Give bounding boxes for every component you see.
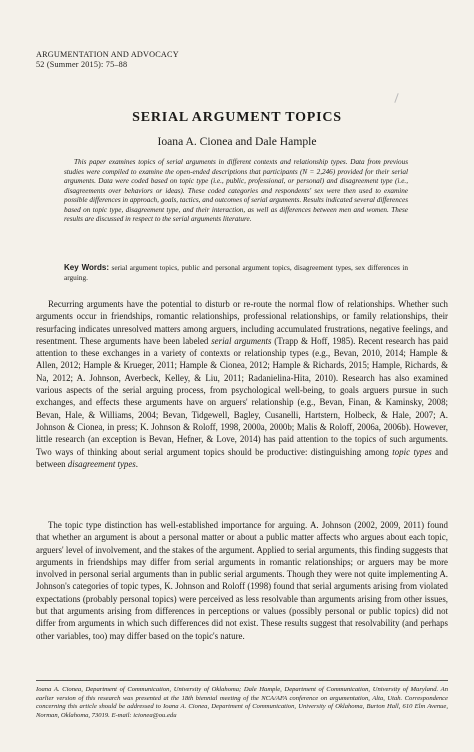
stray-mark: [394, 93, 398, 103]
keywords-text: serial argument topics, public and personal argument topics, disagreement types, sex differences in arguing.: [64, 263, 408, 282]
footnote-rule: [36, 680, 448, 681]
keywords: [64, 263, 408, 282]
p1-text-b: (Trapp & Hoff, 1985). Recent research has paid attention to these exchanges in a variety of contexts or relationship types (e.g., Bevan, 2010, 2014; Hample & Allen, 2012; Hample & Krueger, 2011; Hample & Cionea, 2012; Hample & Richards, 2015; Hample, Richards, & Na, 2012; A. Johnson, Averbeck, Kelley, & Liu, 2011; Radanielina-Hita, 2010). Research has also examined various aspects of the serial arguing process, from psychological well-being, to goals arguers pursue in such exchanges, and effects these arguments have on arguers' relationship (e.g., Bevan, Finan, & Kaminsky, 2008; Bevan, Hale, & Williams, 2004; Bevan, Tidgewell, Bagley, Cusanelli, Hartstern, Holbeck, & Hale, 2007; A. Johnson & Cionea, in press; K. Johnson & Roloff, 1998, 2000a, 2000b; Malis & Roloff, 2006a, 2006b). However, little research (an exception is Bevan, Hefner, & Love, 2014) has paid attention to the topics of such arguments. Two ways of thinking about serial argument topics should be productive: distinguishing among: [36, 335, 449, 457]
p1-text-d: .: [135, 458, 138, 469]
abstract: This paper examines topics of serial arguments in different contexts and relationship types. Data from previous studies were compiled to examine the open-ended descriptions that participants (N = 2,246) provided for their serial arguments. Data were coded based on topic type (i.e., public, professional, or personal) and disagreement type (i.e., disagreements over behaviors or ideas). These coded categories and respondents' sex were then used to examine possible differences in approach, goals, tactics, and outcomes of serial arguments. Results indicated several differences based on topic type, disagreement type, and their interaction, as well as differences between men and women. These results are discussed in respect to the serial arguments literature.: [64, 158, 408, 224]
article-title: SERIAL ARGUMENT TOPICS: [132, 110, 342, 125]
p1-text-a: Recurring arguments have the potential to disturb or re-route the normal flow of relationships. Whether such arguments occur in friendships, romantic relationships, professional relationships, or family relationships, their resurfacing indicates unresolved matters among arguers, including accumulated frustrations, negative feelings, and resentment. These arguments have been labeled: [36, 299, 448, 346]
journal-name: ARGUMENTATION AND ADVOCACY: [36, 50, 179, 59]
p1-term-serial-arguments: serial arguments: [211, 335, 272, 346]
p1-term-topic-types: topic types: [392, 446, 432, 457]
author-footnote: Ioana A. Cionea, Department of Communication, University of Oklahoma; Dale Hample, Department of Communication, University of Maryland. An earlier version of this research was presented at the 18th biennial meeting of the NCA/AFA conference on argumentation, Alta, Utah. Correspondence concerning this article should be addressed to Ioana A. Cionea, Department of Communication, University of Oklahoma, Burton Hall, 610 Elm Avenue, Norman, Oklahoma, 73019. E-mail: icionea@ou.edu: [36, 686, 448, 719]
journal-header: [36, 50, 179, 70]
p1-term-disagreement-types: disagreement types: [67, 458, 136, 469]
body-paragraph-2: The topic type distinction has well-established importance for arguing. A. Johnson (2002, 2009, 2011) found that whether an argument is about a personal matter or about a public matter affects who argues about each topic, arguers' level of involvement, and the stakes of the argument. Applied to serial arguments, this finding suggests that arguments in friendships may differ from serial arguments in romantic relationships; or arguers may be more involved in personal serial arguments than in public serial arguments. Though they were not quite implementing A. Johnson's categories of topic types, K. Johnson and Roloff (1998) found that serial arguments arising from violated expectations (probably personal topics) were perceived as less resolvable than arguments arising from other issues, but that arguments arising from differences in perceptions or values (possibly personal or public topics) did not differ from arguments in which such differences did not exist. These results suggest that resolvability (and perhaps other variables, too) may differ based on the topic's nature.: [36, 520, 448, 641]
article-authors: Ioana A. Cionea and Dale Hample: [157, 135, 317, 148]
journal-issue: 52 (Summer 2015): 75–88: [36, 60, 128, 69]
body-paragraph-1: [36, 298, 448, 470]
p1-text-c: and between: [36, 446, 448, 469]
keywords-label: Key Words:: [64, 263, 109, 272]
